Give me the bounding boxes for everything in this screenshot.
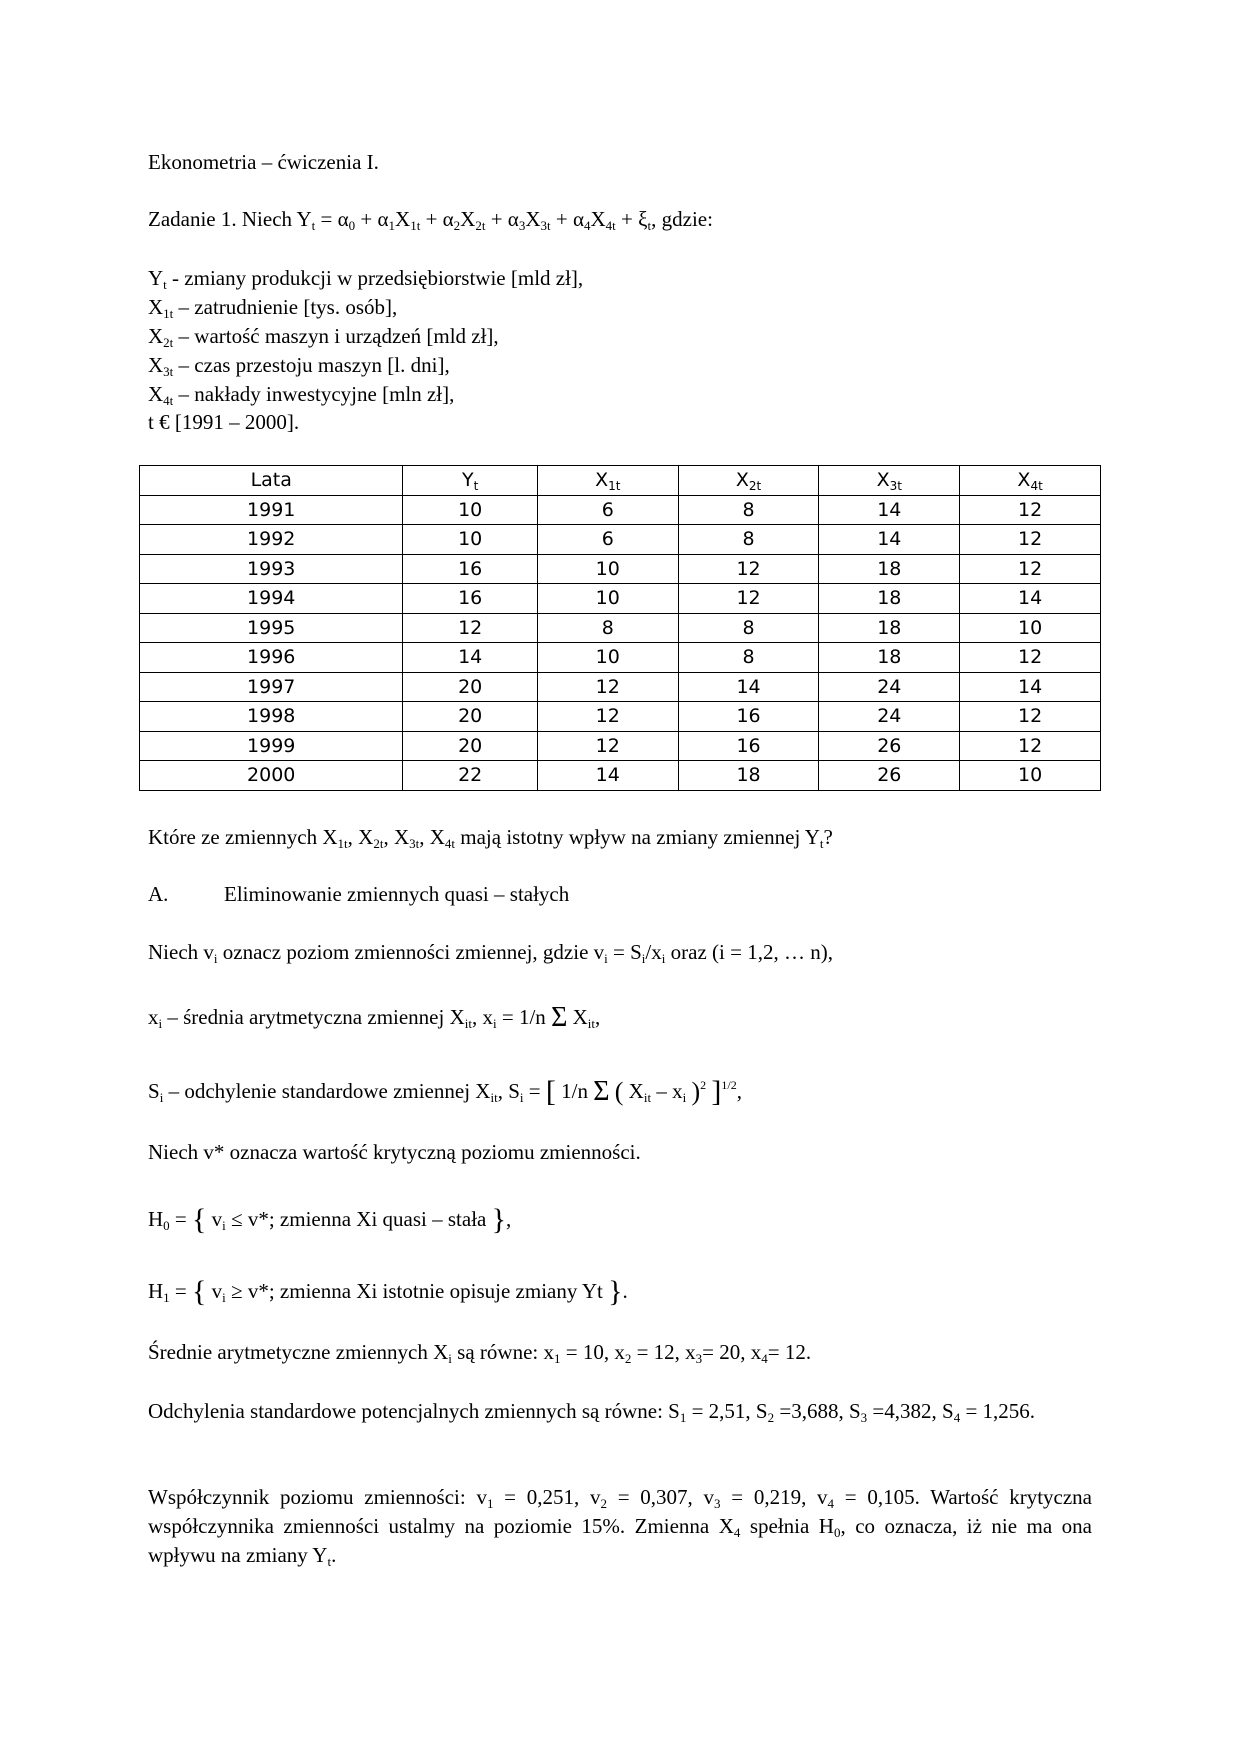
value-cell: 12 — [960, 525, 1101, 555]
table-row — [140, 761, 1101, 791]
value-cell: 26 — [819, 731, 960, 761]
value-cell: 12 — [537, 672, 678, 702]
table-header-cell: $Y_t$ — [403, 466, 537, 496]
task-statement: Zadanie 1. Niech $Y_t = \alpha_0 + \alpha_1X_{1t} + \alpha_2X_{2t} + \alpha_3X_{3t} + \alpha_4X_{4t} + \xi_t$, gdzie: — [148, 207, 713, 233]
value-cell: 12 — [403, 613, 537, 643]
definition-y: $Y_t$ - zmiany produkcji w przedsiębiorstwie [mld zł], — [148, 266, 584, 292]
value-cell: 14 — [403, 643, 537, 673]
value-cell: 22 — [403, 761, 537, 791]
hypothesis-h0: $H_0$ = { $v_i \le v*$; zmienna Xi quasi – stała }, — [148, 1203, 512, 1236]
value-cell: 16 — [403, 554, 537, 584]
value-cell: 10 — [960, 761, 1101, 791]
value-cell: 16 — [678, 702, 819, 732]
year-cell: 1996 — [140, 643, 403, 673]
value-cell: 12 — [960, 554, 1101, 584]
value-cell: 24 — [819, 672, 960, 702]
table-header-cell: $X_{4t}$ — [960, 466, 1101, 496]
value-cell: 8 — [537, 613, 678, 643]
value-cell: 6 — [537, 525, 678, 555]
value-cell: 18 — [819, 643, 960, 673]
value-cell: 14 — [960, 584, 1101, 614]
year-cell: 1999 — [140, 731, 403, 761]
value-cell: 12 — [537, 702, 678, 732]
hypothesis-h1: $H_1$ = { $v_i \ge v*$; zmienna Xi istotnie opisuje zmiany Yt }. — [148, 1275, 628, 1308]
value-cell: 12 — [678, 554, 819, 584]
value-cell: 10 — [537, 643, 678, 673]
table-row — [140, 702, 1101, 732]
year-cell: 1991 — [140, 495, 403, 525]
value-cell: 12 — [960, 731, 1101, 761]
critical-value-text: Niech v* oznacza wartość krytyczną poziomu zmienności. — [148, 1140, 641, 1164]
value-cell: 10 — [960, 613, 1101, 643]
definition-x2: $X_{2t}$ – wartość maszyn i urządzeń [mld zł], — [148, 324, 499, 350]
table-row — [140, 613, 1101, 643]
year-cell: 1997 — [140, 672, 403, 702]
value-cell: 12 — [960, 495, 1101, 525]
table-row — [140, 584, 1101, 614]
table-header-row — [140, 466, 1101, 496]
table-header-cell: Lata — [140, 466, 403, 496]
value-cell: 16 — [403, 584, 537, 614]
stddev-result: Odchylenia standardowe potencjalnych zmiennych są równe: $S_1 = 2,51$, $S_2 =3,688$, $S_3 =4,382$, $S_4 = 1,256$. — [148, 1399, 1036, 1425]
year-cell: 1994 — [140, 584, 403, 614]
value-cell: 20 — [403, 731, 537, 761]
value-cell: 26 — [819, 761, 960, 791]
value-cell: 12 — [960, 702, 1101, 732]
value-cell: 8 — [678, 613, 819, 643]
definition-x3: $X_{3t}$ – czas przestoju maszyn [l. dni], — [148, 353, 450, 379]
means-result: Średnie arytmetyczne zmiennych $X_i$ są równe: $x_1 = 10$, $x_2 = 12$, $x_3= 20$, $x_4= 12$. — [148, 1340, 812, 1366]
table-row — [140, 495, 1101, 525]
table-header-cell: $X_{1t}$ — [537, 466, 678, 496]
value-cell: 18 — [678, 761, 819, 791]
definition-x1: $X_{1t}$ – zatrudnienie [tys. osób], — [148, 295, 398, 321]
section-heading-a: A. Eliminowanie zmiennych quasi – stałych — [148, 882, 570, 906]
value-cell: 18 — [819, 584, 960, 614]
value-cell: 10 — [537, 554, 678, 584]
table-row — [140, 672, 1101, 702]
std-formula: $S_i$ – odchylenie standardowe zmiennej $X_{it}$, $S_i$ = [ 1/n Σ ( $X_{it} - x_i$ )$^2$ ]$^{1/2}$, — [148, 1075, 742, 1108]
value-cell: 20 — [403, 702, 537, 732]
value-cell: 10 — [537, 584, 678, 614]
mean-formula: $x_i$ – średnia arytmetyczna zmiennej $X_{it}$, $x_i = 1/n$ Σ $X_{it}$, — [148, 1002, 601, 1033]
value-cell: 24 — [819, 702, 960, 732]
value-cell: 8 — [678, 495, 819, 525]
value-cell: 14 — [819, 495, 960, 525]
year-cell: 1995 — [140, 613, 403, 643]
table-row — [140, 731, 1101, 761]
value-cell: 8 — [678, 643, 819, 673]
table-body — [140, 495, 1101, 790]
page-title: Ekonometria – ćwiczenia I. — [148, 150, 379, 174]
value-cell: 18 — [819, 613, 960, 643]
value-cell: 12 — [960, 643, 1101, 673]
coefficient-result: Współczynnik poziomu zmienności: $v_1 = 0,251$, $v_2 = 0,307$, $v_3 = 0,219$, $v_4 = 0,105$. Wartość krytyczna współczynnika zmienności ustalmy na poziomie 15%. Zmienna $X_4$ spełnia $H_0$, co oznacza, iż nie ma ona wpływu na zmiany $Y_t$. — [148, 1485, 1092, 1569]
value-cell: 20 — [403, 672, 537, 702]
value-cell: 14 — [537, 761, 678, 791]
year-cell: 2000 — [140, 761, 403, 791]
value-cell: 14 — [960, 672, 1101, 702]
value-cell: 8 — [678, 525, 819, 555]
data-table — [139, 465, 1101, 791]
year-cell: 1993 — [140, 554, 403, 584]
value-cell: 16 — [678, 731, 819, 761]
year-cell: 1992 — [140, 525, 403, 555]
value-cell: 12 — [537, 731, 678, 761]
value-cell: 18 — [819, 554, 960, 584]
table-row — [140, 525, 1101, 555]
table-row — [140, 554, 1101, 584]
year-cell: 1998 — [140, 702, 403, 732]
table-header-cell: $X_{3t}$ — [819, 466, 960, 496]
value-cell: 12 — [678, 584, 819, 614]
definition-x4: $X_{4t}$ – nakłady inwestycyjne [mln zł], — [148, 382, 455, 408]
question: Które ze zmiennych $X_{1t}$, $X_{2t}$, $X_{3t}$, $X_{4t}$ mają istotny wpływ na zmiany zmiennej $Y_t$? — [148, 825, 833, 851]
value-cell: 14 — [678, 672, 819, 702]
table-header-cell: $X_{2t}$ — [678, 466, 819, 496]
variability-definition: Niech $v_i$ oznacz poziom zmienności zmiennej, gdzie $v_i = S_i/x_i$ oraz (i = 1,2, … n), — [148, 940, 833, 966]
table-row — [140, 643, 1101, 673]
value-cell: 14 — [819, 525, 960, 555]
value-cell: 6 — [537, 495, 678, 525]
value-cell: 10 — [403, 525, 537, 555]
value-cell: 10 — [403, 495, 537, 525]
definition-t-range: t € [1991 – 2000]. — [148, 410, 300, 434]
